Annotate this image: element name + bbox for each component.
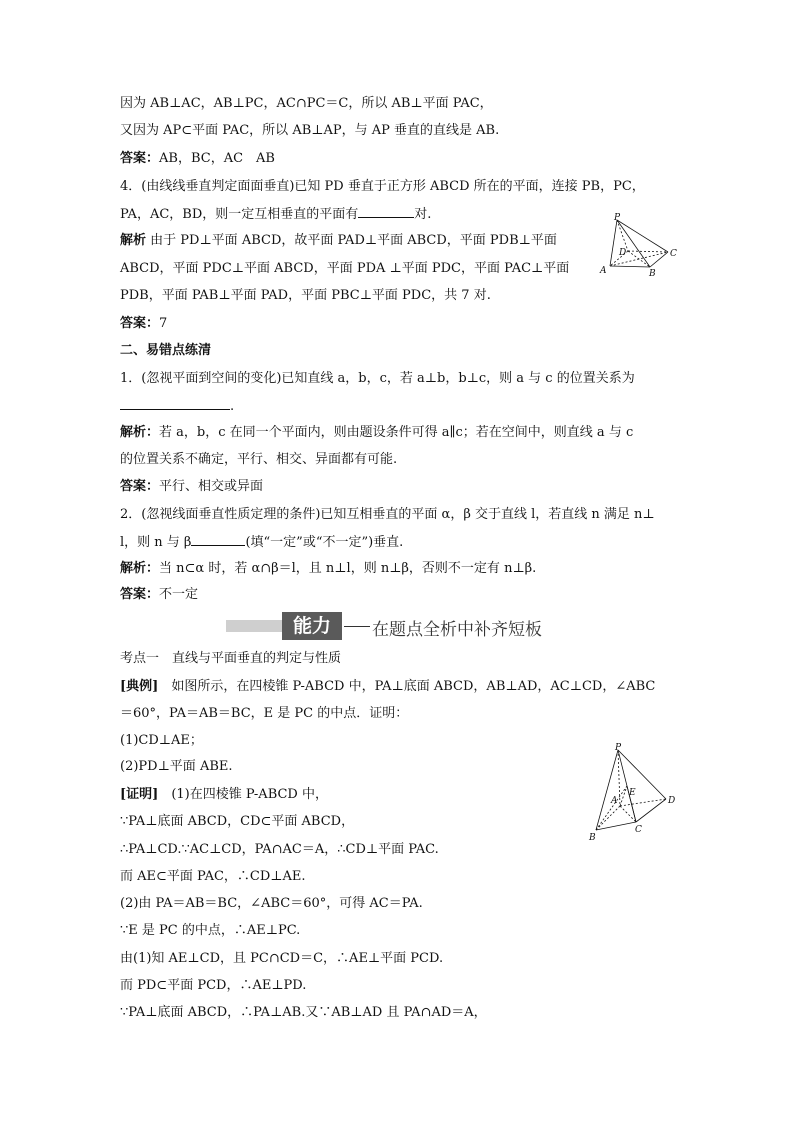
text-line: 而 PD⊂平面 PCD，∴AE⊥PD. — [120, 978, 307, 993]
answer-line — [120, 586, 198, 604]
question-b2: 2．(忽视线面垂直性质定理的条件)已知互相垂直的平面 α，β 交于直线 l，若直线 n 满足 n⊥ — [120, 507, 655, 522]
text-line: ∵E 是 PC 的中点，∴AE⊥PC. — [120, 923, 301, 938]
text-line: 而 AE⊂平面 PAC，∴CD⊥AE. — [120, 869, 306, 884]
text-line: ∵PA⊥底面 ABCD，∴PA⊥AB.又∵AB⊥AD 且 PA∩AD＝A， — [120, 1005, 487, 1020]
q-text: l，则 n 与 β — [120, 535, 192, 550]
question-4: 4．(由线线垂直判定面面垂直)已知 PD 垂直于正方形 ABCD 所在的平面，连接 PB，PC， — [120, 179, 645, 194]
figure-label-c: C — [670, 249, 677, 259]
section-heading: 二、易错点练清 — [120, 343, 212, 358]
figure-label-p: P — [614, 213, 621, 223]
text-line: ＝60°，PA＝AB＝BC，E 是 PC 的中点．证明： — [120, 706, 409, 721]
answer-text: 不一定 — [159, 587, 199, 602]
banner-title: 能力 — [282, 612, 342, 640]
example-text: 如图所示，在四棱锥 P-ABCD 中，PA⊥底面 ABCD，AB⊥AD，AC⊥CD，∠ABC — [171, 679, 656, 694]
answer-blank — [120, 397, 230, 410]
analysis-text: 若 a，b，c 在同一个平面内，则由题设条件可得 a∥c；若在空间中，则直线 a 与 c — [159, 425, 634, 440]
topic-heading: 考点一 直线与平面垂直的判定与性质 — [120, 651, 342, 666]
proof-text: (1)在四棱锥 P-ABCD 中， — [171, 787, 328, 802]
proof-label: [证明] — [120, 787, 159, 802]
answer-blank — [358, 205, 414, 218]
banner-bar — [226, 620, 282, 632]
text-line: 又因为 AP⊂平面 PAC，所以 AB⊥AP，与 AP 垂直的直线是 AB. — [120, 123, 500, 138]
proof-line — [120, 786, 328, 804]
q4-text: PA，AC，BD，则一定互相垂直的平面有 — [120, 207, 359, 222]
figure-label-p: P — [615, 743, 622, 753]
analysis-label: 解析： — [120, 561, 160, 576]
text-line: (1)CD⊥AE； — [120, 733, 203, 748]
figure-label-d: D — [668, 796, 676, 806]
analysis-line — [120, 424, 633, 442]
text-line: 的位置关系不确定，平行、相交、异面都有可能. — [120, 452, 398, 467]
figure-label-a: A — [611, 796, 618, 806]
text-line: ∵PA⊥底面 ABCD，CD⊂平面 ABCD， — [120, 814, 355, 829]
analysis-label: 解析： — [120, 425, 160, 440]
pyramid-figure-1 — [592, 212, 682, 282]
question-4-line2 — [120, 205, 431, 224]
text-line: PDB，平面 PAB⊥平面 PAD，平面 PBC⊥平面 PDC，共 7 对. — [120, 288, 491, 303]
question-b1: 1．(忽视平面到空间的变化)已知直线 a，b，c，若 a⊥b，b⊥c，则 a 与 c 的位置关系为 — [120, 371, 635, 386]
analysis-line — [120, 232, 557, 250]
answer-label: 答案： — [120, 587, 160, 602]
text-line: 由(1)知 AE⊥CD，且 PC∩CD＝C，∴AE⊥平面 PCD. — [120, 951, 444, 966]
text-line: (2)由 PA＝AB＝BC，∠ABC＝60°，可得 AC＝PA. — [120, 896, 423, 911]
question-b2-line2 — [120, 533, 403, 552]
analysis-line — [120, 560, 536, 578]
q-text-post: (填“一定”或“不一定”)垂直. — [245, 535, 404, 550]
q4-text-post: 对. — [414, 207, 432, 222]
answer-line — [120, 150, 275, 168]
example-label: [典例] — [120, 679, 159, 694]
text-line: 因为 AB⊥AC，AB⊥PC，AC∩PC＝C，所以 AB⊥平面 PAC， — [120, 96, 493, 111]
answer-label: 答案： — [120, 316, 160, 331]
answer-text: AB，BC，AC AB — [159, 151, 275, 166]
answer-label: 答案： — [120, 151, 160, 166]
analysis-label: 解析 — [120, 233, 147, 248]
analysis-text: 当 n⊂α 时，若 α∩β＝l，且 n⊥l，则 n⊥β，否则不一定有 n⊥β. — [159, 561, 537, 576]
analysis-text: 由于 PD⊥平面 ABCD，故平面 PAD⊥平面 ABCD，平面 PDB⊥平面 — [150, 233, 557, 248]
section-banner — [226, 612, 571, 642]
answer-blank — [191, 533, 245, 546]
figure-label-c: C — [635, 825, 642, 835]
figure-label-a: A — [600, 266, 607, 276]
answer-line — [120, 315, 167, 333]
banner-dash — [344, 626, 370, 627]
text-line: (2)PD⊥平面 ABE. — [120, 759, 233, 774]
figure-label-b: B — [649, 269, 656, 279]
figure-label-e: E — [629, 788, 636, 798]
answer-text: 平行、相交或异面 — [159, 479, 264, 494]
pyramid-figure-2 — [582, 740, 692, 848]
example-line — [120, 678, 655, 696]
text-line: ∴PA⊥CD.∵AC⊥CD，PA∩AC＝A，∴CD⊥平面 PAC. — [120, 842, 439, 857]
banner-subtitle: 在题点全析中补齐短板 — [372, 620, 542, 640]
answer-blank-line: . — [120, 397, 234, 416]
text-line: ABCD，平面 PDC⊥平面 ABCD，平面 PDA ⊥平面 PDC，平面 PAC⊥平面 — [120, 261, 570, 276]
answer-text: 7 — [159, 316, 168, 331]
figure-label-d: D — [619, 248, 627, 258]
figure-label-b: B — [589, 833, 596, 843]
answer-line — [120, 478, 263, 496]
answer-label: 答案： — [120, 479, 160, 494]
